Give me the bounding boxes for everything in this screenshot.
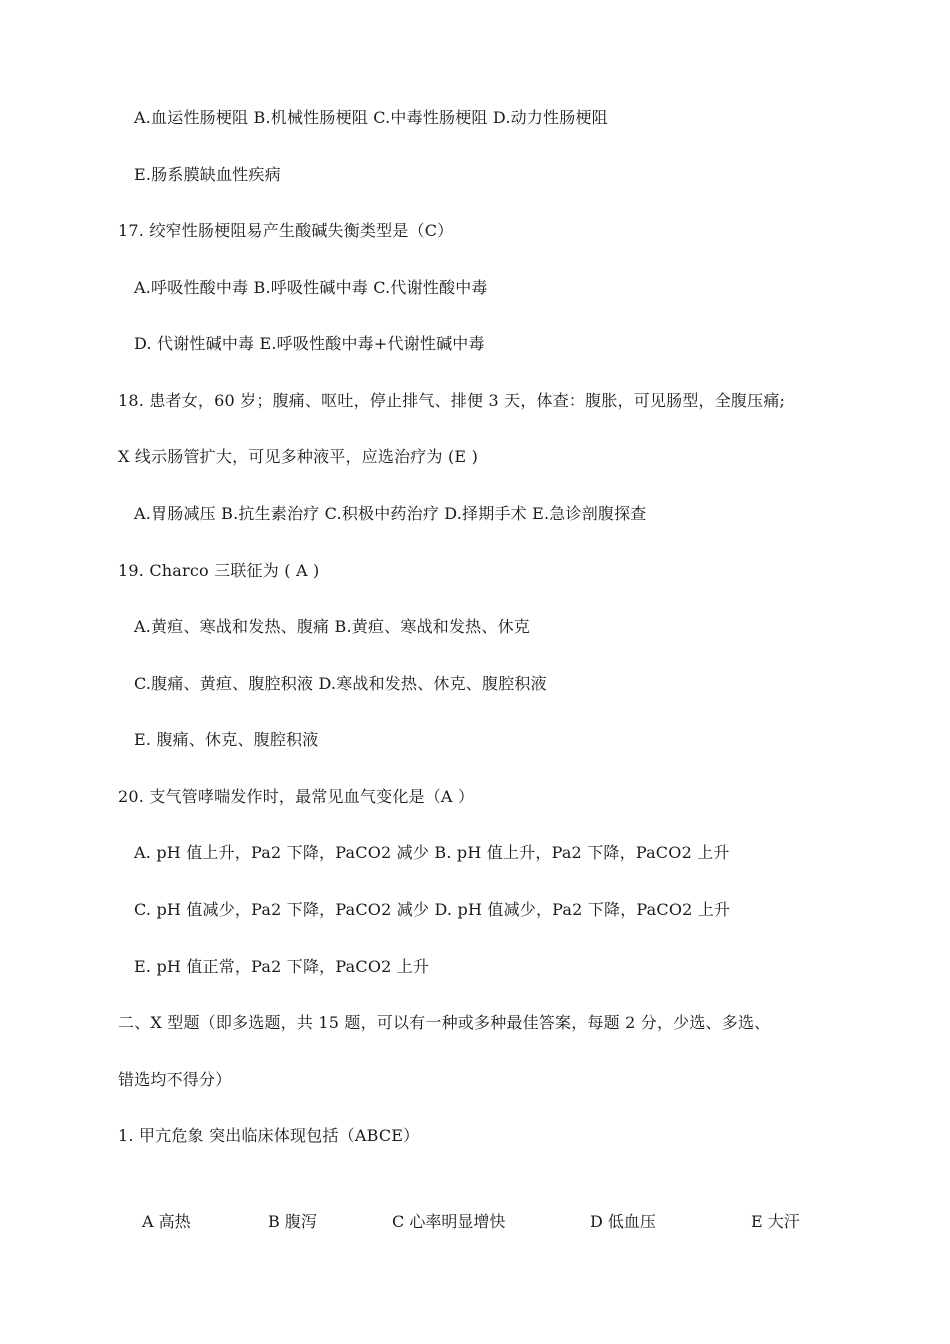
q20-options-line-3: E. pH 值正常，Pa2 下降，PaCO2 上升 [134,957,430,976]
q17-options-line-1: A.呼吸性酸中毒 B.呼吸性碱中毒 C.代谢性酸中毒 [134,278,488,297]
q17-question: 17. 绞窄性肠梗阻易产生酸碱失衡类型是（C） [118,221,454,240]
q18-question-line-2: X 线示肠管扩大，可见多种液平，应选治疗为 (E ) [118,447,479,466]
q20-options-line-2: C. pH 值减少，Pa2 下降，PaCO2 减少 D. pH 值减少，Pa2 下降，PaCO2 上升 [134,900,731,919]
q19-question: 19. Charco 三联征为 ( A ) [118,561,320,580]
q18-options: A.胃肠减压 B.抗生素治疗 C.积极中药治疗 D.择期手术 E.急诊剖腹探查 [134,504,647,523]
x1-option-d: D 低血压 [590,1212,656,1231]
q19-options-line-3: E. 腹痛、休克、腹腔积液 [134,730,319,749]
q17-options-line-2: D. 代谢性碱中毒 E.呼吸性酸中毒+代谢性碱中毒 [134,334,485,353]
q20-question: 20. 支气管哮喘发作时，最常见血气变化是（A ） [118,787,475,806]
q19-options-line-1: A.黄疸、寒战和发热、腹痛 B.黄疸、寒战和发热、休克 [134,617,530,636]
x1-option-a: A 高热 [142,1212,191,1231]
x1-option-e: E 大汗 [751,1212,800,1231]
x1-option-c: C 心率明显增快 [392,1212,506,1231]
section-heading-line-1: 二、X 型题（即多选题，共 15 题，可以有一种或多种最佳答案，每题 2 分，少选、多选、 [118,1013,771,1032]
q16-options-line-1: A.血运性肠梗阻 B.机械性肠梗阻 C.中毒性肠梗阻 D.动力性肠梗阻 [134,108,608,127]
q16-options-line-2: E.肠系膜缺血性疾病 [134,165,281,184]
x1-option-b: B 腹泻 [268,1212,317,1231]
q19-options-line-2: C.腹痛、黄疸、腹腔积液 D.寒战和发热、休克、腹腔积液 [134,674,547,693]
q20-options-line-1: A. pH 值上升，Pa2 下降，PaCO2 减少 B. pH 值上升，Pa2 下降，PaCO2 上升 [134,843,730,862]
q18-question-line-1: 18. 患者女，60 岁；腹痛、呕吐，停止排气、排便 3 天，体查：腹胀，可见肠型，全腹压痛; [118,391,786,410]
x1-question: 1. 甲亢危象 突出临床体现包括（ABCE） [118,1126,420,1145]
section-heading-line-2: 错选均不得分） [118,1070,232,1089]
